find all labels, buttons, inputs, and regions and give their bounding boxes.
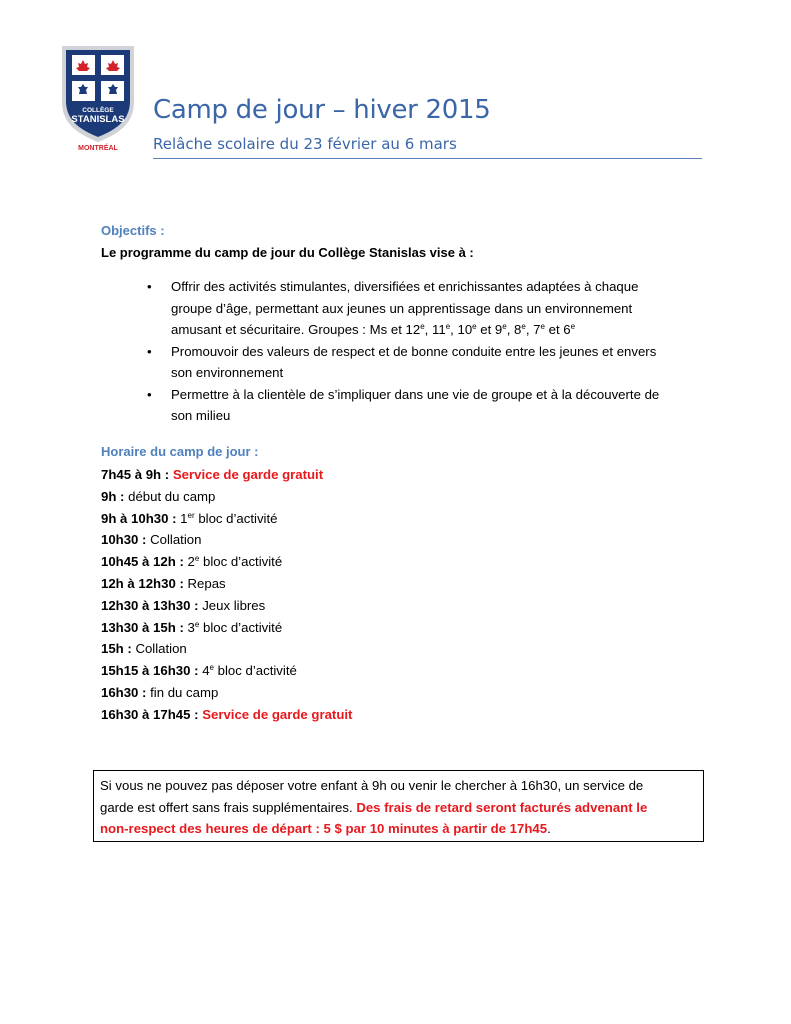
- page-subtitle: Relâche scolaire du 23 février au 6 mars: [153, 135, 457, 153]
- schedule-activity: Service de garde gratuit: [172, 467, 324, 482]
- superscript: e: [521, 322, 526, 331]
- bullet-text: et 9: [476, 322, 503, 337]
- bullet-text: son environnement: [171, 365, 284, 380]
- schedule-time: 9h à 10h30 :: [101, 510, 177, 526]
- schedule-row: [101, 638, 352, 660]
- schedule-time: 15h :: [101, 641, 132, 657]
- superscript: e: [502, 322, 507, 331]
- schedule-activity: bloc d’activité: [202, 554, 283, 570]
- schedule-row: [101, 529, 352, 551]
- bullet-icon: •: [147, 386, 152, 402]
- bullet-text: groupe d’âge, permettant aux jeunes un apprentissage dans un environnement: [171, 300, 633, 316]
- bullet-text: Offrir des activités stimulantes, diversifiées et enrichissantes adaptées à chaque: [171, 279, 639, 294]
- bullet-text: Promouvoir des valeurs de respect et de bonne conduite entre les jeunes et envers: [171, 343, 657, 359]
- list-item: [147, 276, 707, 341]
- schedule-activity: début du camp: [128, 488, 216, 504]
- logo-name-line2: STANISLAS: [71, 114, 125, 125]
- schedule-activity: Repas: [187, 575, 226, 591]
- schedule-activity: bloc d’activité: [202, 619, 283, 635]
- schedule-activity: Collation: [150, 532, 202, 548]
- bullet-text: son milieu: [171, 408, 231, 423]
- schedule-list: [101, 464, 352, 726]
- schedule-time: 15h15 à 16h30 :: [101, 663, 199, 679]
- notice-text: Si vous ne pouvez pas déposer votre enfant à 9h ou venir le chercher à 16h30, un service de: [100, 778, 644, 793]
- college-stanislas-logo: [58, 44, 138, 152]
- schedule-block-number: 1: [180, 510, 188, 526]
- schedule-row: [101, 508, 352, 530]
- schedule-block-number: 2: [187, 554, 195, 570]
- list-item: [147, 384, 707, 427]
- superscript: e: [445, 322, 451, 331]
- logo-name-line1: COLLÈGE: [82, 107, 114, 114]
- list-item: [147, 341, 707, 384]
- bullet-text: , 10: [450, 322, 473, 337]
- schedule-row: [101, 551, 352, 573]
- schedule-row: [101, 617, 352, 639]
- schedule-block-number: 3: [187, 619, 195, 635]
- bullet-text: , 7: [525, 322, 541, 337]
- schedule-activity: Collation: [135, 641, 187, 657]
- schedule-row: [101, 573, 352, 595]
- schedule-block-number: 4: [202, 663, 210, 679]
- superscript: e: [194, 554, 200, 564]
- schedule-activity: Jeux libres: [202, 597, 266, 613]
- schedule-time: 9h :: [101, 488, 125, 504]
- schedule-row: [101, 704, 352, 726]
- notice-text: garde est offert sans frais supplémentaires.: [100, 799, 357, 815]
- page-title: Camp de jour – hiver 2015: [153, 95, 491, 125]
- schedule-time: 10h30 :: [101, 532, 147, 548]
- bullet-text: amusant et sécuritaire. Groupes : Ms et 12: [171, 322, 421, 337]
- schedule-activity: fin du camp: [150, 684, 219, 700]
- notice-warning: Des frais de retard seront facturés advenant le: [356, 799, 648, 815]
- notice-warning: non-respect des heures de départ : 5 $ par 10 minutes à partir de 17h45: [100, 821, 548, 836]
- schedule-row: [101, 660, 352, 682]
- objectives-list: [147, 276, 707, 427]
- superscript: e: [209, 663, 214, 673]
- bullet-text: , 11: [424, 322, 446, 337]
- schedule-time: 7h45 à 9h :: [101, 467, 170, 482]
- superscript: er: [187, 510, 195, 520]
- objectives-heading: Objectifs :: [101, 223, 165, 238]
- header-divider: [153, 158, 702, 159]
- schedule-activity: bloc d’activité: [217, 663, 297, 679]
- superscript: e: [540, 322, 545, 331]
- schedule-time: 12h à 12h30 :: [101, 575, 184, 591]
- objectives-lead: Le programme du camp de jour du Collège Stanislas vise à :: [101, 245, 474, 260]
- bullet-text: Permettre à la clientèle de s’impliquer dans une vie de groupe et à la découverte de: [171, 386, 660, 402]
- superscript: e: [194, 619, 200, 629]
- schedule-time: 12h30 à 13h30 :: [101, 597, 199, 613]
- schedule-activity: Service de garde gratuit: [202, 706, 353, 722]
- superscript: e: [472, 322, 477, 331]
- superscript: e: [420, 322, 425, 331]
- bullet-icon: •: [147, 279, 152, 294]
- bullet-icon: •: [147, 343, 152, 359]
- schedule-time: 13h30 à 15h :: [101, 619, 184, 635]
- schedule-activity: bloc d’activité: [198, 510, 278, 526]
- logo-city: MONTRÉAL: [78, 145, 118, 152]
- notice-text: .: [547, 821, 551, 836]
- schedule-row: [101, 682, 352, 704]
- schedule-row: [101, 486, 352, 508]
- schedule-time: 16h30 à 17h45 :: [101, 706, 199, 722]
- late-fee-notice: [93, 770, 704, 842]
- schedule-heading: Horaire du camp de jour :: [101, 444, 259, 459]
- schedule-row: [101, 464, 352, 486]
- superscript: e: [570, 322, 576, 331]
- bullet-text: et 6: [544, 322, 571, 337]
- bullet-text: , 8: [506, 322, 522, 337]
- schedule-time: 16h30 :: [101, 684, 147, 700]
- schedule-row: [101, 595, 352, 617]
- schedule-time: 10h45 à 12h :: [101, 554, 184, 570]
